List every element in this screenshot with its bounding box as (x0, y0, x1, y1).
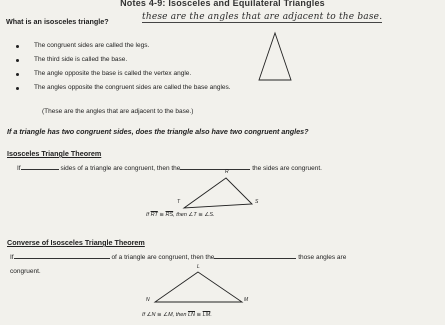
converse-caption (142, 312, 212, 318)
converse-statement (10, 252, 346, 261)
label-s: S (255, 199, 259, 205)
label-r: R (225, 169, 229, 175)
theorem-triangle-figure (180, 172, 260, 212)
list-item: The angles opposite the congruent sides are called the base angles. (12, 84, 231, 98)
converse-end-2: congruent. (10, 268, 41, 275)
congruent-symbol: ≅ (159, 212, 164, 218)
theorem-caption (146, 212, 215, 218)
page-title: Notes 4-9: Isosceles and Equilateral Triangles (120, 0, 325, 8)
label-m: M (244, 297, 249, 303)
segment-rt: $\overline{RT}$ (150, 212, 158, 218)
segment-rs: $\overline{RS}$ (165, 212, 174, 218)
base-angle-note: (These are the angles that are adjacent to the base.) (42, 108, 194, 115)
isosceles-triangle-figure (255, 30, 295, 85)
converse-if: If (10, 254, 14, 261)
theorem-mid: sides of a triangle are congruent, then the (60, 165, 181, 172)
blank-2[interactable] (180, 163, 250, 170)
converse-heading: Converse of Isosceles Triangle Theorem (7, 238, 145, 247)
label-t: T (177, 199, 181, 205)
list-item: The congruent sides are called the legs. (12, 42, 231, 56)
list-item: The angle opposite the base is called the vertex angle. (12, 70, 231, 84)
handwritten-answer: these are the angles that are adjacent to the base. (142, 12, 383, 22)
question-congruent-angles: If a triangle has two congruent sides, does the triangle also have two congruent angles? (7, 127, 309, 136)
congruent-symbol: ≅ (196, 312, 202, 318)
caption-if: If (146, 212, 150, 218)
blank-1[interactable] (21, 163, 59, 170)
converse-triangle-figure (150, 268, 250, 308)
label-n: N (146, 297, 150, 303)
converse-mid: of a triangle are congruent, then the (111, 254, 215, 261)
label-l: L (197, 264, 200, 270)
theorem-heading: Isosceles Triangle Theorem (7, 149, 102, 158)
theorem-end: the sides are congruent. (252, 165, 322, 172)
caption-then: , then ∠T ≅ ∠S. (173, 212, 215, 218)
segment-lm: $\overline{LM}$ (202, 312, 211, 318)
definition-list (12, 42, 231, 98)
theorem-statement (17, 163, 322, 172)
blank-3[interactable] (14, 252, 110, 259)
theorem-if: If (17, 165, 21, 172)
segment-ln: $\overline{LN}$ (187, 312, 195, 318)
converse-end: those angles are (298, 254, 347, 261)
converse-caption-if: If ∠N ≅ ∠M, then (142, 312, 187, 318)
question-isosceles: What is an isosceles triangle? (6, 17, 109, 26)
converse-caption-end: . (210, 312, 212, 318)
blank-4[interactable] (214, 252, 296, 259)
list-item: The third side is called the base. (12, 56, 231, 70)
